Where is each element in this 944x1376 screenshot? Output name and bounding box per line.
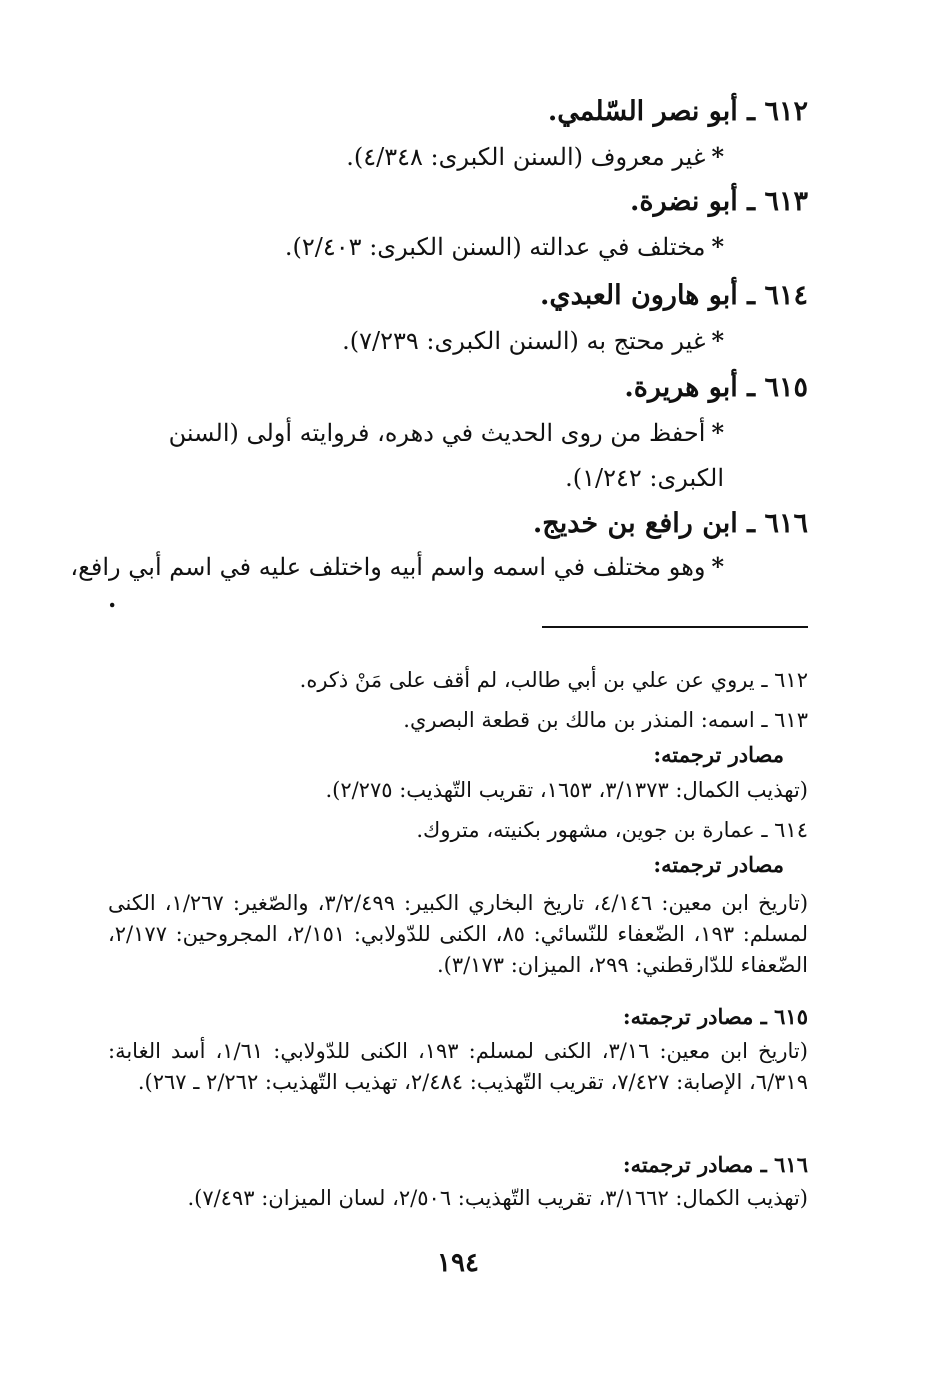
footnote-divider (542, 626, 808, 628)
footnote-614: ٦١٤ ـ عمارة بن جوين، مشهور بكنيته، متروك. (416, 818, 808, 842)
entry-text: غير معروف (السنن الكبرى: ٤/٣٤٨). (346, 143, 706, 171)
entry-body-612 (346, 142, 724, 171)
footnote-616: ٦١٦ ـ مصادر ترجمته: (622, 1152, 808, 1177)
entry-body-614 (342, 326, 724, 355)
entry-text: وهو مختلف في اسمه واسم أبيه واختلف عليه في اسم أبي رافع، (70, 553, 706, 581)
entry-title-613: ٦١٣ ـ أبو نضرة. (630, 186, 808, 217)
footnote-613: ٦١٣ ـ اسمه: المنذر بن مالك بن قطعة البصري. (403, 708, 808, 732)
entry-title-615: ٦١٥ ـ أبو هريرة. (624, 372, 808, 403)
entry-title-616: ٦١٦ ـ ابن رافع بن خديج. (532, 508, 808, 539)
entry-title-612: ٦١٢ ـ أبو نصر السّلمي. (547, 96, 808, 127)
footnote-615-sources: (تاريخ ابن معين: ٣/١٦، الكنى لمسلم: ١٩٣، الكنى للدّولابي: ١/٦١، أسد الغابة: ٦/٣١٩، الإصابة: ٧/٤٢٧، تقريب التّهذيب: ٢/٤٨٤، تهذيب التّهذيب: ٢/٢٦٢ ـ ٢٦٧). (108, 1039, 808, 1094)
entry-body-613 (285, 232, 724, 261)
bullet-star: * (711, 232, 724, 261)
footnote-614-sources: (تاريخ ابن معين: ٤/١٤٦، تاريخ البخاري الكبير: ٣/٢/٤٩٩، والصّغير: ١/٢٦٧، الكنى لمسلم: ١٩٣، الضّعفاء للنّسائي: ٨٥، الكنى للدّولابي: ٢/١٥١، المجروحين: ٢/١٧٧، الضّعفاء للدّارقطني: ٢٩٩، الميزان: ٣/١٧٣). (108, 891, 809, 977)
entry-text: أحفظ من روى الحديث في دهره، فروايته أولى (السنن الكبرى: ١/٢٤٢). (168, 419, 724, 492)
footnote-615: ٦١٥ ـ مصادر ترجمته: (622, 1004, 808, 1029)
entry-body-616 (70, 552, 724, 581)
footnote-614-sources-label: مصادر ترجمته: (653, 852, 784, 877)
footnote-613-sources: (تهذيب الكمال: ٣/١٣٧٣، ١٦٥٣، تقريب التّهذيب: ٢/٢٧٥). (325, 778, 808, 802)
bullet-star: * (711, 418, 724, 447)
bullet-star: * (711, 552, 724, 581)
bullet-star: * (711, 142, 724, 171)
entry-title-614: ٦١٤ ـ أبو هارون العبدي. (540, 280, 808, 311)
entry-text: غير محتج به (السنن الكبرى: ٧/٢٣٩). (342, 327, 706, 355)
entry-body-615 (108, 410, 724, 501)
entry-text: مختلف في عدالته (السنن الكبرى: ٢/٤٠٣). (284, 233, 706, 261)
page (70, 0, 809, 1376)
footnote-612: ٦١٢ ـ يروي عن علي بن أبي طالب، لم أقف على مَنْ ذكره. (299, 668, 808, 692)
footnote-613-sources-label: مصادر ترجمته: (653, 742, 784, 767)
page-number: ١٩٤ (437, 1248, 479, 1278)
bullet-star: * (711, 326, 724, 355)
trailing-dot: . (108, 584, 117, 613)
footnote-616-sources: (تهذيب الكمال: ٣/١٦٦٢، تقريب التّهذيب: ٢/٥٠٦، لسان الميزان: ٧/٤٩٣). (187, 1186, 808, 1210)
